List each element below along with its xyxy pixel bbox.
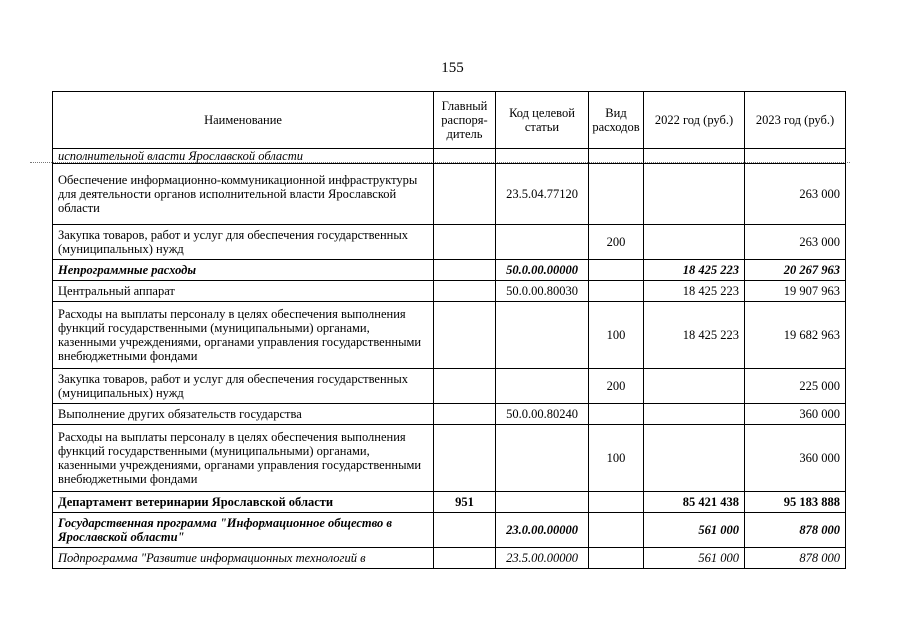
row-vid — [589, 281, 644, 302]
row-2022 — [644, 404, 745, 425]
row-2023: 360 000 — [745, 425, 846, 492]
header-grbs: Главный распоря-дитель — [434, 92, 496, 149]
row-vid: 200 — [589, 369, 644, 404]
table-row — [53, 149, 846, 164]
row-2022 — [644, 225, 745, 260]
row-name: Непрограммные расходы — [53, 260, 434, 281]
row-2023: 263 000 — [745, 164, 846, 225]
table-row — [53, 513, 846, 548]
row-vid — [589, 260, 644, 281]
row-grbs — [434, 260, 496, 281]
row-grbs — [434, 164, 496, 225]
row-2023: 19 682 963 — [745, 302, 846, 369]
row-2023: 878 000 — [745, 548, 846, 569]
row-2022: 18 425 223 — [644, 281, 745, 302]
row-name: Центральный аппарат — [53, 281, 434, 302]
row-2022: 561 000 — [644, 548, 745, 569]
row-2023: 360 000 — [745, 404, 846, 425]
row-vid — [589, 404, 644, 425]
row-2022 — [644, 425, 745, 492]
table-row — [53, 281, 846, 302]
row-2022: 18 425 223 — [644, 260, 745, 281]
row-code: 23.5.00.00000 — [496, 548, 589, 569]
table-row — [53, 404, 846, 425]
row-name: Подпрограмма "Развитие информационных технологий в — [53, 548, 434, 569]
row-2023: 95 183 888 — [745, 492, 846, 513]
header-2023: 2023 год (руб.) — [745, 92, 846, 149]
budget-table — [52, 91, 846, 569]
table-header-row — [53, 92, 846, 149]
row-grbs — [434, 149, 496, 164]
row-grbs — [434, 281, 496, 302]
row-name: Департамент ветеринарии Ярославской области — [53, 492, 434, 513]
row-2023: 263 000 — [745, 225, 846, 260]
row-2023: 225 000 — [745, 369, 846, 404]
table-row — [53, 164, 846, 225]
row-vid — [589, 149, 644, 164]
row-2022: 18 425 223 — [644, 302, 745, 369]
row-2023: 19 907 963 — [745, 281, 846, 302]
row-name: Расходы на выплаты персоналу в целях обеспечения выполнения функций государственными (муниципальными) органами, казенными учреждениями, органами управления государственными внебюджетными фондами — [53, 425, 434, 492]
row-vid: 200 — [589, 225, 644, 260]
row-code — [496, 225, 589, 260]
row-code: 23.0.00.00000 — [496, 513, 589, 548]
table-row — [53, 302, 846, 369]
table-row — [53, 225, 846, 260]
page-number: 155 — [441, 60, 464, 76]
row-grbs — [434, 302, 496, 369]
row-code — [496, 492, 589, 513]
header-name: Наименование — [53, 92, 434, 149]
header-vid: Вид расходов — [589, 92, 644, 149]
table-row — [53, 369, 846, 404]
row-code — [496, 369, 589, 404]
row-name: Расходы на выплаты персоналу в целях обеспечения выполнения функций государственными (муниципальными) органами, казенными учреждениями, органами управления государственными внебюджетными фондами — [53, 302, 434, 369]
table-row — [53, 492, 846, 513]
row-code — [496, 302, 589, 369]
table-row — [53, 260, 846, 281]
header-code: Код целевой статьи — [496, 92, 589, 149]
row-grbs — [434, 425, 496, 492]
row-vid — [589, 492, 644, 513]
header-2022: 2022 год (руб.) — [644, 92, 745, 149]
row-code — [496, 425, 589, 492]
row-2022 — [644, 164, 745, 225]
row-vid — [589, 513, 644, 548]
row-name: Государственная программа "Информационное общество в Ярославской области" — [53, 513, 434, 548]
row-code: 50.0.00.80030 — [496, 281, 589, 302]
row-2023 — [745, 149, 846, 164]
row-name: Выполнение других обязательств государства — [53, 404, 434, 425]
row-vid: 100 — [589, 425, 644, 492]
row-2022: 85 421 438 — [644, 492, 745, 513]
row-grbs — [434, 225, 496, 260]
row-2022 — [644, 149, 745, 164]
row-grbs — [434, 369, 496, 404]
table-row — [53, 425, 846, 492]
row-2023: 20 267 963 — [745, 260, 846, 281]
row-name: Закупка товаров, работ и услуг для обеспечения государственных (муниципальных) нужд — [53, 369, 434, 404]
row-2023: 878 000 — [745, 513, 846, 548]
row-grbs — [434, 404, 496, 425]
table-row — [53, 548, 846, 569]
row-name: исполнительной власти Ярославской области — [53, 149, 434, 164]
row-name: Закупка товаров, работ и услуг для обеспечения государственных (муниципальных) нужд — [53, 225, 434, 260]
row-code: 23.5.04.77120 — [496, 164, 589, 225]
row-name: Обеспечение информационно-коммуникационной инфраструктуры для деятельности органов исполнительной власти Ярославской области — [53, 164, 434, 225]
row-vid — [589, 164, 644, 225]
row-2022 — [644, 369, 745, 404]
row-vid: 100 — [589, 302, 644, 369]
row-grbs — [434, 513, 496, 548]
row-code — [496, 149, 589, 164]
row-2022: 561 000 — [644, 513, 745, 548]
row-code: 50.0.00.80240 — [496, 404, 589, 425]
row-vid — [589, 548, 644, 569]
row-grbs: 951 — [434, 492, 496, 513]
row-grbs — [434, 548, 496, 569]
row-code: 50.0.00.00000 — [496, 260, 589, 281]
